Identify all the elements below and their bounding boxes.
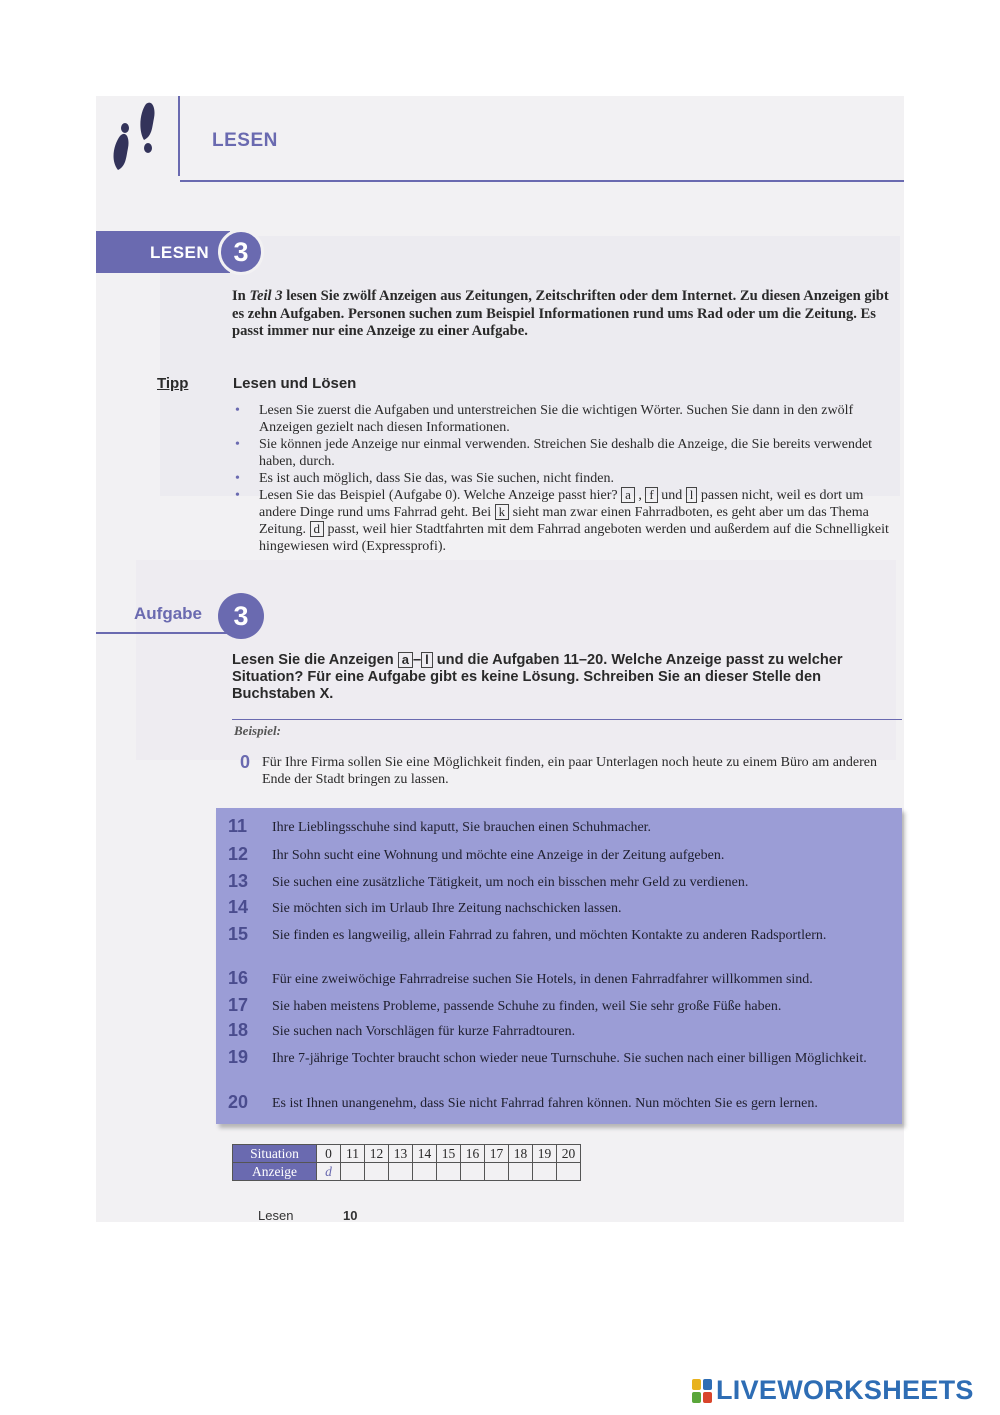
page-header-title: LESEN (212, 130, 278, 151)
task-item: 12 Ihr Sohn sucht eine Wohnung und möchte eine Anzeige in der Zeitung aufgeben. (228, 844, 725, 864)
divider-rule (232, 719, 902, 720)
footer-label: Lesen (258, 1208, 294, 1223)
answer-table (232, 1144, 581, 1181)
aufgabe-underline (96, 632, 230, 634)
aufgabe-number-badge: 3 (218, 593, 264, 639)
brand-text: LIVEWORKSHEETS (716, 1375, 974, 1405)
task-item: 17 Sie haben meistens Probleme, passende Schuhe zu finden, weil Sie sehr große Füße haben. (228, 995, 782, 1015)
column-header: 15 (437, 1145, 461, 1163)
letter-box: a (621, 487, 635, 503)
task-item: 15 Sie finden es langweilig, allein Fahrrad zu fahren, und möchten Kontakte zu anderen Radsportlern. (228, 924, 827, 944)
section-number-badge: 3 (218, 229, 264, 275)
tipp-label: Tipp (157, 375, 189, 392)
column-header: 18 (509, 1145, 533, 1163)
beispiel-label: Beispiel: (234, 723, 281, 738)
section-label: LESEN (150, 243, 210, 262)
row-label-anzeige: Anzeige (233, 1163, 317, 1181)
column-header: 20 (557, 1145, 581, 1163)
example-number: 0 (240, 752, 251, 772)
task-item: 13 Sie suchen eine zusätzliche Tätigkeit, um noch ein bisschen mehr Geld zu verdienen. (228, 871, 749, 891)
answer-cell[interactable] (485, 1163, 509, 1181)
answer-cell[interactable] (461, 1163, 485, 1181)
column-header: 13 (389, 1145, 413, 1163)
instruction-text: Lesen Sie die Anzeigen a – l und die Aufgaben 11–20. Welche Anzeige passt zu welcher Situation? Für eine Aufgabe gibt es keine Lösung. Schreiben Sie an dieser Stelle den Buchstaben X. (232, 652, 843, 702)
table-row-anzeige (233, 1163, 581, 1181)
tipp-bullet: • Sie können jede Anzeige nur einmal verwenden. Streichen Sie deshalb die Anzeige, die Sie bereits verwendet haben, durch. (234, 436, 898, 470)
example-text: Für Ihre Firma sollen Sie eine Möglichkeit finden, ein paar Unterlagen noch heute zu einem Büro am anderen Ende der Stadt bringen zu lassen. (262, 755, 878, 787)
answer-cell[interactable] (341, 1163, 365, 1181)
column-header: 12 (365, 1145, 389, 1163)
aufgabe-label: Aufgabe (134, 604, 202, 623)
tipp-bullet: • Lesen Sie das Beispiel (Aufgabe 0). Welche Anzeige passt hier? a , f und l passen nicht, weil es dort um andere Dinge rund ums Fahrrad geht. Bei k sieht man zwar einen Fahrradboten, es geht aber um das Thema Zeitung. d passt, weil hier Stadtfahrten mit dem Fahrrad angeboten werden und außerdem auf die Schnelligkeit hingewiesen wird (Expressprofi). (234, 487, 898, 555)
letter-box: d (310, 521, 325, 537)
letter-box: f (645, 487, 657, 503)
task-item: 18 Sie suchen nach Vorschlägen für kurze Fahrradtouren. (228, 1020, 576, 1040)
letter-box: k (495, 504, 510, 520)
column-header: 0 (317, 1145, 341, 1163)
column-header: 11 (341, 1145, 365, 1163)
letter-box: l (421, 652, 433, 668)
tasks-panel (216, 808, 902, 1124)
page-number: 10 (343, 1208, 358, 1223)
answer-cell[interactable] (509, 1163, 533, 1181)
answer-cell[interactable] (437, 1163, 461, 1181)
answer-cell[interactable] (413, 1163, 437, 1181)
tipp-heading: Lesen und Lösen (233, 375, 357, 392)
tipp-bullet: • Es ist auch möglich, dass Sie das, was Sie suchen, nicht finden. (234, 470, 898, 487)
tipp-bullet: • Lesen Sie zuerst die Aufgaben und unterstreichen Sie die wichtigen Wörter. Suchen Sie dann in den zwölf Anzeigen gezielt nach diesen Informationen. (234, 402, 898, 436)
task-item: 20 Es ist Ihnen unangenehm, dass Sie nicht Fahrrad fahren können. Nun möchten Sie es gern lernen. (228, 1092, 818, 1112)
letter-box: a (398, 652, 413, 668)
row-label-situation: Situation (233, 1145, 317, 1163)
task-item: 14 Sie möchten sich im Urlaub Ihre Zeitung nachschicken lassen. (228, 897, 622, 917)
intro-text: In Teil 3 lesen Sie zwölf Anzeigen aus Zeitungen, Zeitschriften oder dem Internet. Zu diesen Anzeigen gibt es zehn Aufgaben. Personen suchen zum Beispiel Informationen rund ums Rad oder um die Zeitung. Es passt immer nur eine Anzeige zu einer Aufgabe. (232, 288, 889, 339)
answer-cell[interactable] (557, 1163, 581, 1181)
footprints-icon (104, 100, 164, 172)
column-header: 16 (461, 1145, 485, 1163)
column-header: 19 (533, 1145, 557, 1163)
column-header: 14 (413, 1145, 437, 1163)
header-divider-horizontal (180, 180, 904, 182)
header-divider-vertical (178, 96, 180, 176)
liveworksheets-icon (692, 1379, 712, 1403)
answer-cell[interactable] (533, 1163, 557, 1181)
liveworksheets-logo (692, 1375, 974, 1406)
example-item (240, 754, 900, 788)
tipp-list (234, 402, 898, 555)
task-item: 11 Ihre Lieblingsschuhe sind kaputt, Sie brauchen einen Schuhmacher. (228, 816, 652, 836)
answer-cell: d (317, 1163, 341, 1181)
answer-cell[interactable] (365, 1163, 389, 1181)
table-row-situation (233, 1145, 581, 1163)
column-header: 17 (485, 1145, 509, 1163)
task-item: 19 Ihre 7-jährige Tochter braucht schon wieder neue Turnschuhe. Sie suchen nach einer billigen Möglichkeit. (228, 1047, 867, 1067)
answer-cell[interactable] (389, 1163, 413, 1181)
task-item: 16 Für eine zweiwöchige Fahrradreise suchen Sie Hotels, in denen Fahrradfahrer willkommen sind. (228, 968, 813, 988)
letter-box: l (686, 487, 698, 503)
